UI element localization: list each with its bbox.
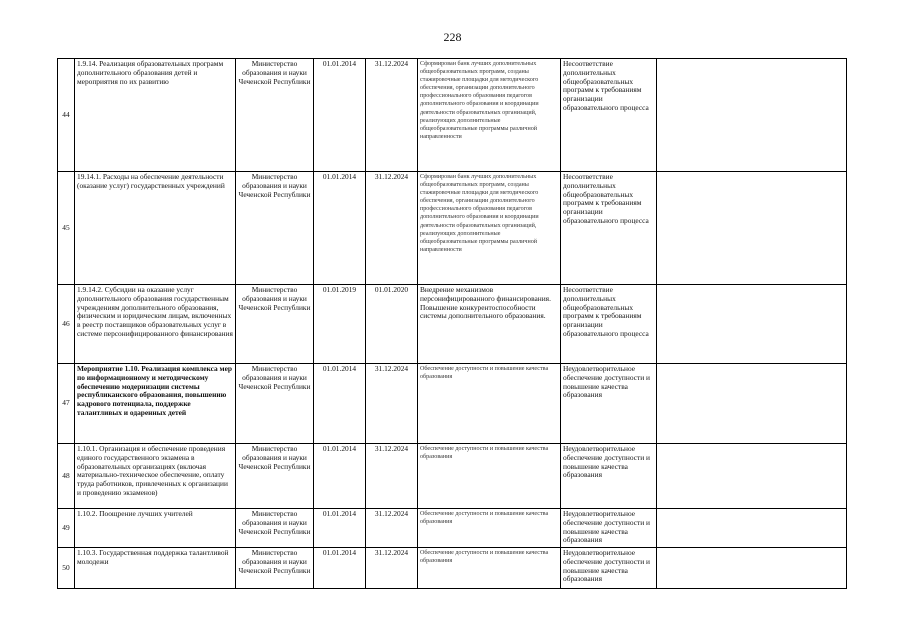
end-date-cell: 31.12.2024: [366, 59, 418, 172]
empty-cell: [657, 548, 847, 589]
row-number-cell: 50: [58, 548, 75, 589]
end-date-cell: 01.01.2020: [366, 285, 418, 364]
empty-cell: [657, 285, 847, 364]
executor-cell: Министерство образования и науки Чеченской Республики: [236, 509, 314, 548]
start-date-cell: 01.01.2014: [314, 172, 366, 285]
measure-name-cell: 1.10.3. Государственная поддержка талантливой молодежи: [75, 548, 236, 589]
empty-cell: [657, 172, 847, 285]
start-date-cell: 01.01.2014: [314, 59, 366, 172]
page-number: 228: [443, 30, 462, 44]
expected-result-cell: Обеспечение доступности и повышение качества образования: [418, 509, 561, 548]
end-date-cell: 31.12.2024: [366, 364, 418, 444]
start-date-cell: 01.01.2014: [314, 509, 366, 548]
start-date-cell: 01.01.2019: [314, 285, 366, 364]
consequence-cell: Неудовлетворительное обеспечение доступности и повышение качества образования: [561, 548, 657, 589]
empty-cell: [657, 509, 847, 548]
expected-result-cell: Сформирован банк лучших дополнительных общеобразовательных программ, созданы стажировочные площадки для методического обеспечения, организации дополнительного профессионального образования педагогов дополнительного образования и координации деятельности образовательных организаций, реализующих дополнительные общеобразовательные программы различной направленности: [418, 59, 561, 172]
table-row: [58, 548, 847, 589]
start-date-cell: 01.01.2014: [314, 364, 366, 444]
expected-result-cell: Обеспечение доступности и повышение качества образования: [418, 444, 561, 509]
measure-name-cell: 1.9.14.2. Субсидии на оказание услуг дополнительного образования государственным учреждениям дополнительного образования, физическим и юридическим лицам, включенных в реестр поставщиков образовательных услуг в системе персонифицированного финансирования: [75, 285, 236, 364]
expected-result-cell: Обеспечение доступности и повышение качества образования: [418, 548, 561, 589]
start-date-cell: 01.01.2014: [314, 444, 366, 509]
end-date-cell: 31.12.2024: [366, 509, 418, 548]
row-number-cell: 44: [58, 59, 75, 172]
end-date-cell: 31.12.2024: [366, 444, 418, 509]
empty-cell: [657, 444, 847, 509]
table-row: [58, 59, 847, 172]
row-number-cell: 48: [58, 444, 75, 509]
table-row: [58, 444, 847, 509]
measure-name-cell: 1.10.1. Организация и обеспечение проведения единого государственного экзамена в образовательных организациях (включая материально-техническое обеспечение, оплату труда работников, привлеченных к организации и проведению экзаменов): [75, 444, 236, 509]
table-body: [58, 59, 847, 589]
table-row: [58, 285, 847, 364]
consequence-cell: Неудовлетворительное обеспечение доступности и повышение качества образования: [561, 364, 657, 444]
executor-cell: Министерство образования и науки Чеченской Республики: [236, 364, 314, 444]
executor-cell: Министерство образования и науки Чеченской Республики: [236, 548, 314, 589]
consequence-cell: Неудовлетворительное обеспечение доступности и повышение качества образования: [561, 444, 657, 509]
row-number-cell: 45: [58, 172, 75, 285]
executor-cell: Министерство образования и науки Чеченской Республики: [236, 59, 314, 172]
expected-result-cell: Сформирован банк лучших дополнительных общеобразовательных программ, созданы стажировочные площадки для методического обеспечения, организации дополнительного профессионального образования педагогов дополнительного образования и координации деятельности образовательных организаций, реализующих дополнительные общеобразовательные программы различной направленности: [418, 172, 561, 285]
row-number-cell: 46: [58, 285, 75, 364]
executor-cell: Министерство образования и науки Чеченской Республики: [236, 172, 314, 285]
empty-cell: [657, 364, 847, 444]
measure-name-cell: 19.14.1. Расходы на обеспечение деятельности (оказание услуг) государственных учреждений: [75, 172, 236, 285]
consequence-cell: Несоответствие дополнительных общеобразовательных программ к требованиям организации образовательного процесса: [561, 59, 657, 172]
measure-name-cell: Мероприятие 1.10. Реализация комплекса мер по информационному и методическому обеспечению модернизации системы республиканского образования, повышению кадрового потенциала, поддержке талантливых и одаренных детей: [75, 364, 236, 444]
end-date-cell: 31.12.2024: [366, 172, 418, 285]
consequence-cell: Неудовлетворительное обеспечение доступности и повышение качества образования: [561, 509, 657, 548]
measure-name-cell: 1.10.2. Поощрение лучших учителей: [75, 509, 236, 548]
row-number-cell: 49: [58, 509, 75, 548]
consequence-cell: Несоответствие дополнительных общеобразовательных программ к требованиям организации образовательного процесса: [561, 172, 657, 285]
end-date-cell: 31.12.2024: [366, 548, 418, 589]
table-row: [58, 364, 847, 444]
table-row: [58, 509, 847, 548]
consequence-cell: Несоответствие дополнительных общеобразовательных программ к требованиям организации образовательного процесса: [561, 285, 657, 364]
executor-cell: Министерство образования и науки Чеченской Республики: [236, 444, 314, 509]
table-row: [58, 172, 847, 285]
program-measures-table: [57, 58, 847, 589]
empty-cell: [657, 59, 847, 172]
executor-cell: Министерство образования и науки Чеченской Республики: [236, 285, 314, 364]
measure-name-cell: 1.9.14. Реализация образовательных программ дополнительного образования детей и мероприятия по их развитию: [75, 59, 236, 172]
start-date-cell: 01.01.2014: [314, 548, 366, 589]
expected-result-cell: Внедрение механизмов персонифицированного финансирования. Повышение конкурентоспособности системы дополнительного образования.: [418, 285, 561, 364]
row-number-cell: 47: [58, 364, 75, 444]
expected-result-cell: Обеспечение доступности и повышение качества образования: [418, 364, 561, 444]
